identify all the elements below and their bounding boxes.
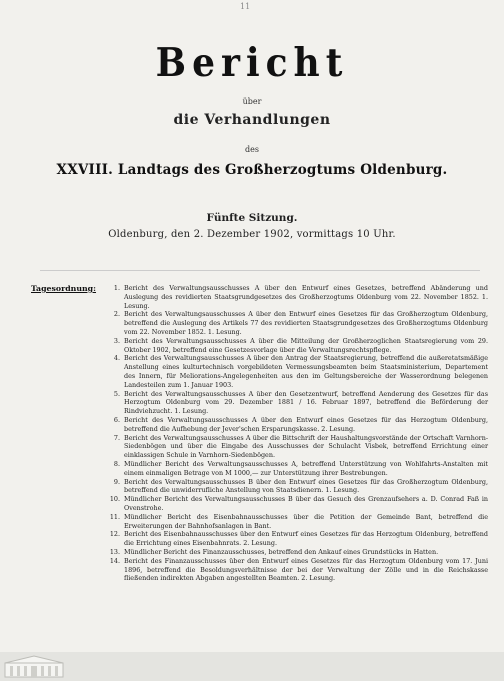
- agenda-item: [104, 390, 488, 416]
- report-title: Bericht: [155, 39, 349, 87]
- agenda-item: [104, 513, 488, 531]
- agenda-list: [104, 284, 488, 583]
- footer-bar: [0, 652, 504, 681]
- agenda-item: [104, 416, 488, 434]
- agenda-item-text: Bericht des Verwaltungsausschusses A über den Entwurf eines Gesetzes, betreffend Abänderung und Auslegung des revidierten Staatsgrundgesetzes des Großherzogtums Oldenburg vom 22. November 1852. 1. Lesung.: [124, 284, 488, 310]
- agenda-item-text: Bericht des Verwaltungsausschusses A über die Mitteilung der Großherzoglichen Staatsregierung vom 29. Oktober 1902, betreffend eine Gesetzesvorlage über die Verwaltungsrechtspflege.: [124, 336, 488, 354]
- agenda-item-number: 11.: [109, 512, 120, 521]
- agenda-item-number: 4.: [113, 354, 120, 363]
- agenda-item-number: 12.: [109, 530, 120, 539]
- library-building-icon: [4, 655, 64, 678]
- agenda-item-number: 14.: [109, 556, 120, 565]
- agenda-item-text: Bericht des Finanzausschusses über den Entwurf eines Gesetzes für das Herzogtum Oldenburg vom 17. Juni 1896, betreffend die Besoldungsverhältnisse der bei der Verwaltung der Zölle und in die Reichskasse fließenden indirekten Abgaben angestellten Beamten. 2. Lesung.: [124, 556, 488, 583]
- agenda-item-text: Mündlicher Bericht des Finanzausschusses, betreffend den Ankauf eines Grundstücks in Hatten.: [124, 547, 439, 556]
- page-number: 11: [240, 2, 251, 11]
- agenda-item-text: Mündlicher Bericht des Eisenbahnausschusses über die Petition der Gemeinde Bant, betreffend die Erweiterungen der Bahnhofsanlagen in Bant.: [124, 512, 488, 530]
- agenda-item: [104, 495, 488, 513]
- agenda-item: [104, 548, 488, 557]
- landtag-heading: XXVIII. Landtags des Großherzogtums Oldenburg.: [56, 162, 448, 178]
- agenda-item: [104, 310, 488, 336]
- agenda-item-text: Mündlicher Bericht des Verwaltungsausschusses B über das Gesuch des Grenzaufsehers a. D. Conrad Faß in Ovenstrohe.: [124, 495, 488, 512]
- agenda-item-number: 8.: [113, 459, 120, 468]
- agenda-item-number: 10.: [109, 495, 120, 504]
- agenda-item-text: Bericht des Verwaltungsausschusses A über den Entwurf eines Gesetzes für das Herzogtum Oldenburg, betreffend die Aufhebung der Jever'schen Ersparungskasse. 2. Lesung.: [124, 415, 488, 433]
- agenda-item: [104, 354, 488, 389]
- agenda-item: [104, 284, 488, 310]
- agenda-item-number: 5.: [113, 389, 120, 398]
- agenda-item-text: Bericht des Verwaltungsausschusses B über den Entwurf eines Gesetzes für das Großherzogtum Oldenburg, betreffend die unwiderrufliche Anstellung von Staatsdienern. 1. Lesung.: [124, 477, 488, 495]
- agenda-item: [104, 478, 488, 496]
- ueber-line: über: [242, 97, 262, 106]
- agenda-item-number: 9.: [113, 477, 120, 486]
- agenda-item: [104, 460, 488, 478]
- agenda-item: [104, 530, 488, 548]
- agenda-item-number: 13.: [109, 547, 120, 556]
- agenda-item-number: 1.: [113, 284, 120, 292]
- agenda-item-text: Mündlicher Bericht des Verwaltungsausschusses A, betreffend Unterstützung von Wohlfahrts-Anstalten mit einem einmaligen Betrage von M 1000,— zur Unterstützung ihrer Bestrebungen.: [124, 459, 488, 477]
- agenda-item-text: Bericht des Verwaltungsausschusses A über den Entwurf eines Gesetzes für das Großherzogtum Oldenburg, betreffend die Auslegung des Artikels 77 des revidierten Staatsgrundgesetzes des Großherzogtums Oldenburg vom 22. November 1852. 1. Lesung.: [124, 310, 488, 336]
- verhandlungen-line: die Verhandlungen: [173, 112, 331, 128]
- agenda-item-number: 6.: [113, 415, 120, 424]
- divider: [40, 270, 480, 271]
- session-date: Oldenburg, den 2. Dezember 1902, vormittags 10 Uhr.: [108, 229, 396, 240]
- session-heading: Fünfte Sitzung.: [206, 212, 298, 224]
- des-line: des: [245, 145, 259, 154]
- agenda-item: [104, 434, 488, 460]
- agenda-item-text: Bericht des Verwaltungsausschusses A über den Antrag der Staatsregierung, betreffend die außeretatsmäßige Anstellung eines kulturtechnisch vorgebildeten Vermessungsbeamten beim Staatsministerium, Departement des Innern, für Meliorations-Angelegenheiten aus den im Geltungsbereiche der Wasserordnung belegenen Landesteilen zum 1. Januar 1903.: [124, 354, 488, 389]
- agenda-item-text: Bericht des Eisenbahnausschusses über den Entwurf eines Gesetzes für das Herzogtum Oldenburg, betreffend die Errichtung eines Eisenbahnrats. 2. Lesung.: [124, 530, 488, 548]
- agenda-item-text: Bericht des Verwaltungsausschusses A über die Bittschrift der Haushaltungsvorstände der Ortschaft Varnhorn-Siedenbögen und über die Eingabe des Ausschusses der Schulacht Visbek, betreffend Errichtung einer einklassigen Schule in Varnhorn-Siedenbögen.: [124, 433, 488, 460]
- agenda-item-text: Bericht des Verwaltungsausschusses A über den Gesetzentwurf, betreffend Aenderung des Gesetzes für das Herzogtum Oldenburg vom 29. Dezember 1881 / 16. Februar 1897, betreffend die Beförderung der Rindviehzucht. 1. Lesung.: [124, 389, 488, 416]
- agenda-item: [104, 557, 488, 583]
- agenda-item-number: 7.: [113, 433, 120, 442]
- agenda-label: Tagesordnung:: [31, 284, 97, 293]
- agenda-item: [104, 337, 488, 355]
- agenda-item-number: 2.: [113, 310, 120, 319]
- agenda-item-number: 3.: [113, 336, 120, 345]
